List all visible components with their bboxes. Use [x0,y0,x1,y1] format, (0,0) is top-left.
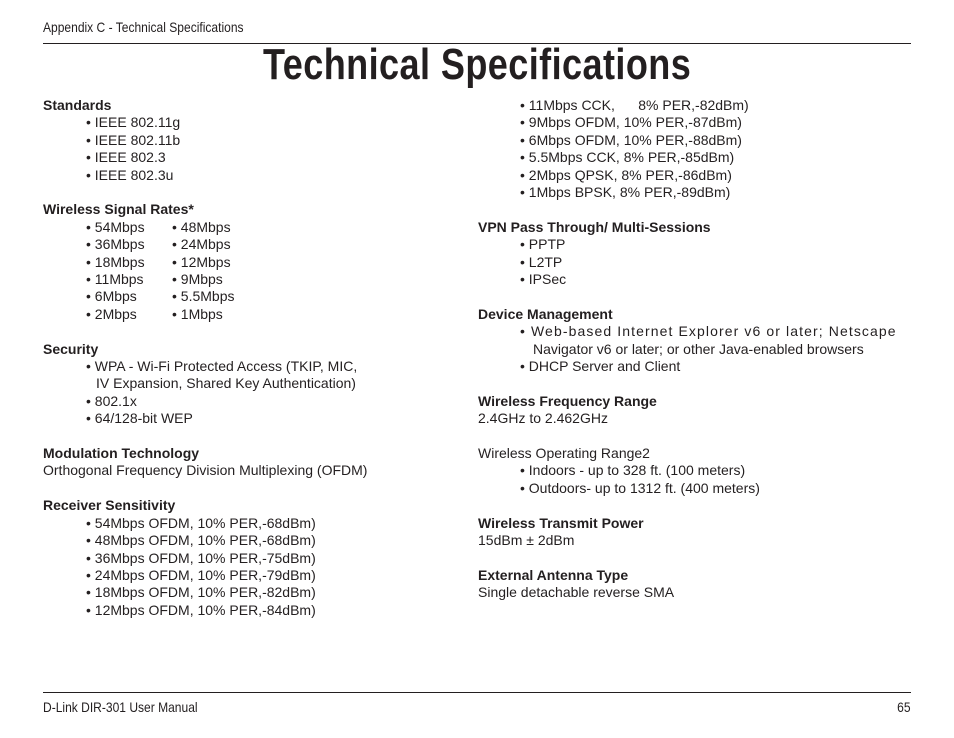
wpa-line-1: • WPA - Wi-Fi Protected Access (TKIP, MIC, [86,358,358,375]
section-label: Wireless Operating Range2 [478,445,650,462]
security-section [43,341,463,428]
list-item: • 11Mbps CCK, 8% PER,-82dBm) [520,97,749,113]
list-item: • 5.5Mbps CCK, 8% PER,-85dBm) [520,149,735,166]
section-heading: Modulation Technology [43,445,200,462]
section-heading: Wireless Signal Rates* [43,201,194,218]
operating-range-section [478,445,908,497]
wpa-line-2: IV Expansion, Shared Key Authentication) [96,375,356,392]
section-heading: Receiver Sensitivity [43,497,176,514]
rate-item: • 6Mbps [86,288,137,305]
rate-item: • 18Mbps [86,253,145,270]
list-item: • Web-based Internet Explorer v6 or later; Netscape [520,323,897,340]
left-column [43,97,463,637]
page-title-text: Technical Specifications [262,40,692,89]
section-text: 2.4GHz to 2.462GHz [478,410,608,427]
list-item: • Outdoors- up to 1312 ft. (400 meters) [520,479,760,496]
list-item: • 2Mbps QPSK, 8% PER,-86dBm) [520,166,732,183]
list-item: • L2TP [520,253,563,270]
rate-item: • 54Mbps [86,218,145,235]
section-text: Single detachable reverse SMA [478,584,675,601]
transmit-power-section [478,515,908,550]
section-heading: Device Management [478,305,613,322]
section-heading: VPN Pass Through/ Multi-Sessions [478,218,711,235]
list-item: • 64/128-bit WEP [86,410,193,427]
running-header: Appendix C - Technical Specifications [43,19,244,35]
page-number: 65 [897,699,911,715]
list-item: • PPTP [520,236,566,253]
list-item: • Indoors - up to 328 ft. (100 meters) [520,462,746,479]
rate-item: • 36Mbps [86,236,145,253]
list-item: • 802.1x [86,392,137,409]
modulation-section [43,445,463,480]
list-item: • IEEE 802.11g [86,114,181,131]
list-item: • DHCP Server and Client [520,358,681,375]
antenna-section [478,567,908,602]
rate-row [43,219,463,236]
frequency-section [478,393,908,428]
right-column [478,97,908,619]
list-item: • 1Mbps BPSK, 8% PER,-89dBm) [520,184,731,201]
list-item: • IPSec [520,271,567,288]
rate-item: • 1Mbps [172,305,223,322]
rate-item: • 12Mbps [172,253,231,270]
section-heading: Standards [43,97,112,113]
section-heading: External Antenna Type [478,566,629,583]
list-item: • 12Mbps OFDM, 10% PER,-84dBm) [86,601,316,618]
list-item: • 6Mbps OFDM, 10% PER,-88dBm) [520,131,742,148]
section-heading: Wireless Frequency Range [478,392,657,409]
page-title [0,40,954,90]
section-heading: Wireless Transmit Power [478,514,644,531]
rate-item: • 24Mbps [172,236,231,253]
rate-row [43,306,463,323]
rate-row [43,254,463,271]
rate-item: • 9Mbps [172,271,223,288]
rate-item: • 5.5Mbps [172,288,235,305]
list-item: • 48Mbps OFDM, 10% PER,-68dBm) [86,532,316,549]
receiver-section [43,497,463,619]
rate-row [43,271,463,288]
rate-item: • 11Mbps [86,271,144,288]
list-item: • IEEE 802.3 [86,149,166,166]
list-item: • 36Mbps OFDM, 10% PER,-75dBm) [86,549,316,566]
list-item: • 18Mbps OFDM, 10% PER,-82dBm) [86,584,316,601]
footer-manual-title: D-Link DIR-301 User Manual [43,699,198,715]
section-heading: Security [43,340,99,357]
vpn-section [478,219,908,289]
list-item: • IEEE 802.3u [86,166,174,183]
rate-row [43,236,463,253]
list-item-continuation: Navigator v6 or later; or other Java-enabled browsers [533,340,864,357]
receiver-continued [478,97,908,201]
section-text: 15dBm ± 2dBm [478,532,575,549]
rate-item: • 2Mbps [86,305,137,322]
list-item: • 9Mbps OFDM, 10% PER,-87dBm) [520,114,742,131]
rate-row [43,288,463,305]
rate-item: • 48Mbps [172,218,231,235]
list-item: • IEEE 802.11b [86,131,181,148]
standards-section [43,97,463,184]
list-item: • 24Mbps OFDM, 10% PER,-79dBm) [86,566,316,583]
list-item [43,358,463,393]
footer-rule [43,692,911,693]
section-text: Orthogonal Frequency Division Multiplexing (OFDM) [43,462,368,479]
list-item: • 54Mbps OFDM, 10% PER,-68dBm) [86,514,316,531]
signal-rates-section [43,201,463,323]
device-management-section [478,306,908,376]
